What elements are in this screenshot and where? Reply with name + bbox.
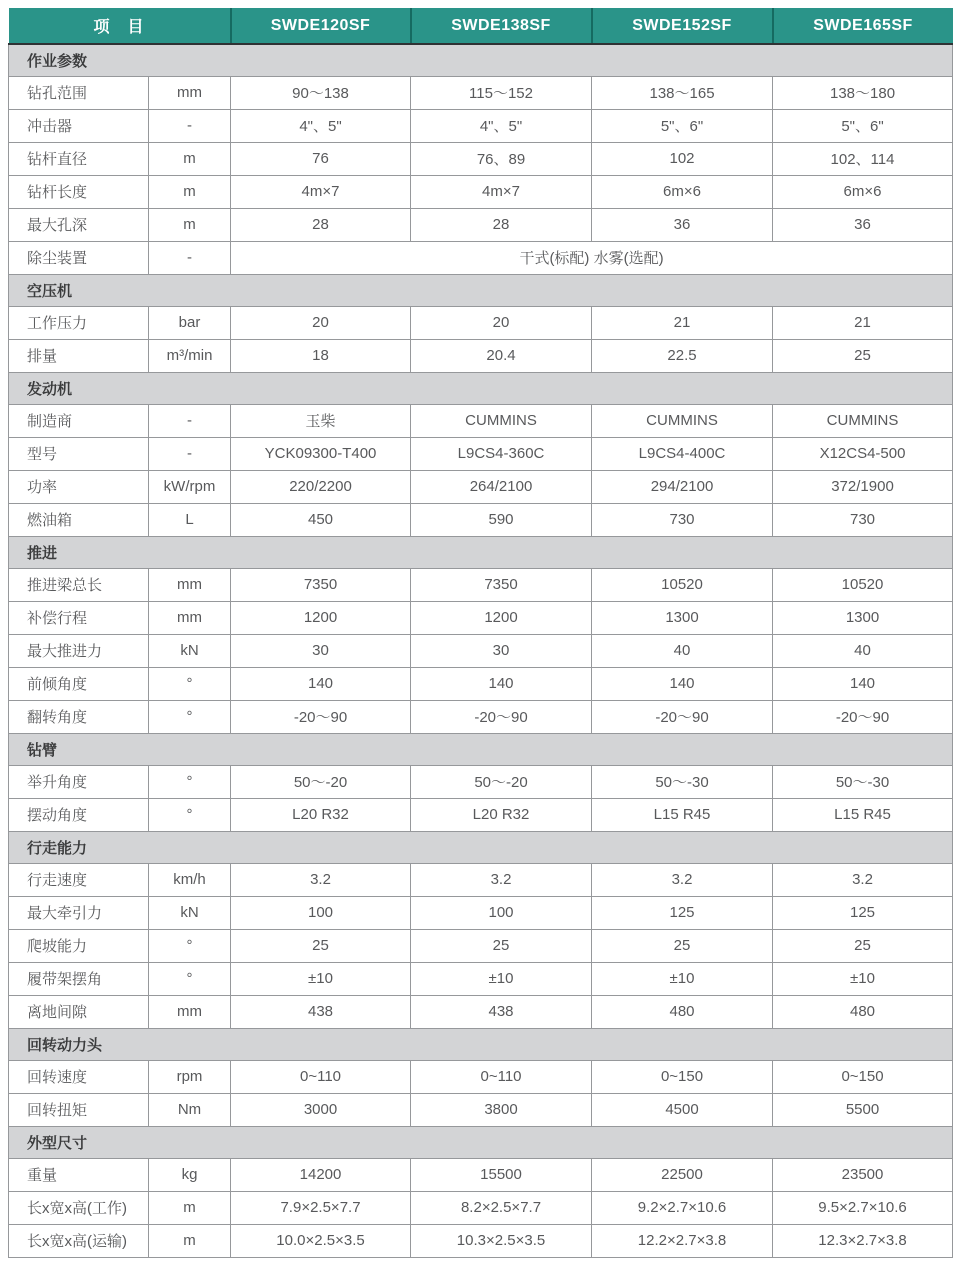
spec-value-cell: 20 [231, 306, 411, 339]
spec-value-cell: 138～180 [773, 76, 953, 109]
table-row [9, 667, 953, 700]
spec-unit-cell: kg [149, 1158, 231, 1191]
spec-value-cell: L15 R45 [773, 798, 953, 831]
section-header: 行走能力 [9, 831, 953, 863]
table-row [9, 339, 953, 372]
section-row [9, 274, 953, 306]
spec-value-cell: 4"、5" [411, 109, 592, 142]
spec-value-cell: 6m×6 [592, 175, 773, 208]
spec-value-cell: 1300 [592, 601, 773, 634]
model-column-header: SWDE120SF [231, 8, 411, 44]
spec-label-cell: 冲击器 [9, 109, 149, 142]
spec-table [8, 8, 953, 1258]
spec-value-cell: 730 [592, 503, 773, 536]
table-row [9, 1093, 953, 1126]
section-header: 钻臂 [9, 733, 953, 765]
spec-value-cell: 36 [773, 208, 953, 241]
section-header: 回转动力头 [9, 1028, 953, 1060]
spec-unit-cell: kN [149, 634, 231, 667]
table-row [9, 765, 953, 798]
spec-value-cell: 0~150 [773, 1060, 953, 1093]
spec-unit-cell: - [149, 437, 231, 470]
spec-unit-cell: m [149, 208, 231, 241]
table-row [9, 437, 953, 470]
section-row [9, 44, 953, 76]
spec-unit-cell: L [149, 503, 231, 536]
spec-label-cell: 行走速度 [9, 863, 149, 896]
spec-value-cell: 3000 [231, 1093, 411, 1126]
table-row [9, 1060, 953, 1093]
spec-value-cell: 10.0×2.5×3.5 [231, 1224, 411, 1257]
spec-value-cell: 5500 [773, 1093, 953, 1126]
spec-value-cell: 438 [231, 995, 411, 1028]
spec-label-cell: 前倾角度 [9, 667, 149, 700]
spec-label-cell: 回转速度 [9, 1060, 149, 1093]
spec-label-cell: 补偿行程 [9, 601, 149, 634]
spec-unit-cell: m³/min [149, 339, 231, 372]
spec-unit-cell: ° [149, 667, 231, 700]
spec-label-cell: 长x宽x高(运输) [9, 1224, 149, 1257]
spec-value-cell: 102、114 [773, 142, 953, 175]
section-header: 发动机 [9, 372, 953, 404]
spec-value-cell: 25 [411, 929, 592, 962]
spec-value-cell: 0~150 [592, 1060, 773, 1093]
section-header: 推进 [9, 536, 953, 568]
spec-value-cell: 28 [411, 208, 592, 241]
spec-value-cell: ±10 [773, 962, 953, 995]
spec-label-cell: 离地间隙 [9, 995, 149, 1028]
spec-label-cell: 钻孔范围 [9, 76, 149, 109]
spec-value-cell: ±10 [231, 962, 411, 995]
spec-value-cell: 294/2100 [592, 470, 773, 503]
spec-label-cell: 燃油箱 [9, 503, 149, 536]
section-row [9, 733, 953, 765]
table-row [9, 896, 953, 929]
spec-value-cell: 4m×7 [231, 175, 411, 208]
spec-value-cell: 10520 [773, 568, 953, 601]
spec-value-cell: -20～90 [231, 700, 411, 733]
spec-value-cell: 22500 [592, 1158, 773, 1191]
spec-value-cell: 125 [773, 896, 953, 929]
spec-value-cell: 730 [773, 503, 953, 536]
spec-value-cell: 40 [592, 634, 773, 667]
spec-unit-cell: mm [149, 568, 231, 601]
spec-value-cell: CUMMINS [411, 404, 592, 437]
spec-value-cell: 140 [411, 667, 592, 700]
spec-value-cell: -20～90 [773, 700, 953, 733]
table-row [9, 109, 953, 142]
spec-value-cell: 1300 [773, 601, 953, 634]
spec-value-cell: 7350 [411, 568, 592, 601]
spec-unit-cell: ° [149, 929, 231, 962]
section-header: 外型尺寸 [9, 1126, 953, 1158]
spec-value-cell: 3.2 [592, 863, 773, 896]
section-row [9, 536, 953, 568]
spec-label-cell: 最大孔深 [9, 208, 149, 241]
table-row [9, 568, 953, 601]
spec-value-cell: 480 [773, 995, 953, 1028]
spec-value-cell: 76 [231, 142, 411, 175]
table-row [9, 863, 953, 896]
spec-value-cell: L9CS4-400C [592, 437, 773, 470]
model-column-header: SWDE165SF [773, 8, 953, 44]
table-row [9, 142, 953, 175]
spec-value-cell: 25 [592, 929, 773, 962]
spec-label-cell: 爬坡能力 [9, 929, 149, 962]
spec-value-cell: 3.2 [231, 863, 411, 896]
table-row [9, 995, 953, 1028]
model-column-header: SWDE152SF [592, 8, 773, 44]
spec-value-cell: 25 [773, 929, 953, 962]
spec-value-cell: 18 [231, 339, 411, 372]
table-row [9, 929, 953, 962]
spec-value-cell: 140 [231, 667, 411, 700]
spec-value-cell: 138～165 [592, 76, 773, 109]
spec-value-cell: 28 [231, 208, 411, 241]
spec-value-cell: 12.2×2.7×3.8 [592, 1224, 773, 1257]
spec-unit-cell: ° [149, 765, 231, 798]
table-row [9, 306, 953, 339]
spec-value-cell: 10.3×2.5×3.5 [411, 1224, 592, 1257]
spec-value-cell: CUMMINS [773, 404, 953, 437]
spec-value-cell: 90～138 [231, 76, 411, 109]
table-row [9, 503, 953, 536]
spec-value-cell: 12.3×2.7×3.8 [773, 1224, 953, 1257]
spec-value-cell: 4m×7 [411, 175, 592, 208]
spec-label-cell: 重量 [9, 1158, 149, 1191]
spec-value-cell: 3.2 [411, 863, 592, 896]
spec-label-cell: 除尘装置 [9, 241, 149, 274]
spec-value-cell: 1200 [411, 601, 592, 634]
spec-unit-cell: bar [149, 306, 231, 339]
spec-value-cell: 372/1900 [773, 470, 953, 503]
spec-label-cell: 履带架摆角 [9, 962, 149, 995]
spec-value-cell: 20 [411, 306, 592, 339]
spec-label-cell: 钻杆直径 [9, 142, 149, 175]
spec-label-cell: 翻转角度 [9, 700, 149, 733]
item-column-header: 项 目 [9, 8, 231, 44]
spec-value-cell: L20 R32 [411, 798, 592, 831]
spec-value-cell: -20～90 [592, 700, 773, 733]
spec-value-cell: 9.2×2.7×10.6 [592, 1191, 773, 1224]
spec-unit-cell: ° [149, 798, 231, 831]
spec-unit-cell: ° [149, 700, 231, 733]
spec-value-cell: 438 [411, 995, 592, 1028]
spec-label-cell: 举升角度 [9, 765, 149, 798]
table-row [9, 634, 953, 667]
spec-value-cell: 21 [773, 306, 953, 339]
spec-value-cell: 140 [773, 667, 953, 700]
spec-value-cell: L9CS4-360C [411, 437, 592, 470]
spec-value-cell: 5"、6" [773, 109, 953, 142]
spec-value-cell: 25 [773, 339, 953, 372]
spec-value-cell: 23500 [773, 1158, 953, 1191]
table-row [9, 1191, 953, 1224]
spec-value-cell: 9.5×2.7×10.6 [773, 1191, 953, 1224]
table-row [9, 962, 953, 995]
spec-value-cell: 6m×6 [773, 175, 953, 208]
spec-label-cell: 回转扭矩 [9, 1093, 149, 1126]
spec-label-cell: 钻杆长度 [9, 175, 149, 208]
spec-value-cell: 100 [231, 896, 411, 929]
spec-unit-cell: Nm [149, 1093, 231, 1126]
spec-unit-cell: - [149, 109, 231, 142]
spec-value-cell: L20 R32 [231, 798, 411, 831]
table-row [9, 601, 953, 634]
table-row [9, 404, 953, 437]
spec-value-cell: 40 [773, 634, 953, 667]
spec-value-cell: 115～152 [411, 76, 592, 109]
spec-label-cell: 摆动角度 [9, 798, 149, 831]
spec-unit-cell: - [149, 404, 231, 437]
spec-value-cell: ±10 [592, 962, 773, 995]
table-row [9, 798, 953, 831]
spec-value-cell: 0~110 [231, 1060, 411, 1093]
spec-value-cell: -20～90 [411, 700, 592, 733]
spec-label-cell: 功率 [9, 470, 149, 503]
table-row [9, 208, 953, 241]
spec-value-cell: 264/2100 [411, 470, 592, 503]
spec-value-cell: 100 [411, 896, 592, 929]
spec-label-cell: 长x宽x高(工作) [9, 1191, 149, 1224]
spec-unit-cell: kW/rpm [149, 470, 231, 503]
spec-value-cell: 7.9×2.5×7.7 [231, 1191, 411, 1224]
section-row [9, 1028, 953, 1060]
spec-value-cell: L15 R45 [592, 798, 773, 831]
spec-value-cell: 36 [592, 208, 773, 241]
spec-value-cell-merged: 干式(标配) 水雾(选配) [231, 241, 953, 274]
spec-value-cell: 590 [411, 503, 592, 536]
spec-label-cell: 最大牵引力 [9, 896, 149, 929]
spec-value-cell: 7350 [231, 568, 411, 601]
spec-unit-cell: m [149, 1191, 231, 1224]
spec-value-cell: 30 [231, 634, 411, 667]
spec-value-cell: 4500 [592, 1093, 773, 1126]
table-header-row [9, 8, 953, 44]
spec-value-cell: 50～-30 [592, 765, 773, 798]
spec-value-cell: ±10 [411, 962, 592, 995]
spec-value-cell: 140 [592, 667, 773, 700]
spec-label-cell: 排量 [9, 339, 149, 372]
spec-value-cell: 25 [231, 929, 411, 962]
spec-value-cell: YCK09300-T400 [231, 437, 411, 470]
spec-unit-cell: mm [149, 995, 231, 1028]
spec-value-cell: 480 [592, 995, 773, 1028]
spec-unit-cell: ° [149, 962, 231, 995]
spec-label-cell: 推进梁总长 [9, 568, 149, 601]
table-row [9, 1224, 953, 1257]
spec-value-cell: 50～-20 [411, 765, 592, 798]
spec-unit-cell: rpm [149, 1060, 231, 1093]
spec-value-cell: 3800 [411, 1093, 592, 1126]
table-row [9, 76, 953, 109]
spec-value-cell: 5"、6" [592, 109, 773, 142]
spec-value-cell: 15500 [411, 1158, 592, 1191]
table-row [9, 470, 953, 503]
spec-label-cell: 最大推进力 [9, 634, 149, 667]
section-row [9, 1126, 953, 1158]
spec-value-cell: 1200 [231, 601, 411, 634]
spec-label-cell: 工作压力 [9, 306, 149, 339]
spec-unit-cell: km/h [149, 863, 231, 896]
section-header: 作业参数 [9, 44, 953, 76]
spec-value-cell: 50～-20 [231, 765, 411, 798]
spec-value-cell: 0~110 [411, 1060, 592, 1093]
table-row [9, 700, 953, 733]
spec-value-cell: 450 [231, 503, 411, 536]
spec-label-cell: 型号 [9, 437, 149, 470]
section-header: 空压机 [9, 274, 953, 306]
spec-value-cell: X12CS4-500 [773, 437, 953, 470]
spec-value-cell: 8.2×2.5×7.7 [411, 1191, 592, 1224]
spec-unit-cell: m [149, 175, 231, 208]
spec-value-cell: 21 [592, 306, 773, 339]
spec-label-cell: 制造商 [9, 404, 149, 437]
model-column-header: SWDE138SF [411, 8, 592, 44]
table-row [9, 241, 953, 274]
spec-value-cell: 30 [411, 634, 592, 667]
spec-value-cell: 4"、5" [231, 109, 411, 142]
spec-value-cell: CUMMINS [592, 404, 773, 437]
spec-value-cell: 125 [592, 896, 773, 929]
spec-value-cell: 14200 [231, 1158, 411, 1191]
table-row [9, 175, 953, 208]
spec-unit-cell: mm [149, 76, 231, 109]
spec-unit-cell: kN [149, 896, 231, 929]
spec-value-cell: 22.5 [592, 339, 773, 372]
spec-value-cell: 玉柴 [231, 404, 411, 437]
spec-unit-cell: m [149, 1224, 231, 1257]
table-row [9, 1158, 953, 1191]
spec-value-cell: 3.2 [773, 863, 953, 896]
section-row [9, 372, 953, 404]
section-row [9, 831, 953, 863]
spec-unit-cell: mm [149, 601, 231, 634]
spec-value-cell: 10520 [592, 568, 773, 601]
spec-value-cell: 220/2200 [231, 470, 411, 503]
spec-value-cell: 50～-30 [773, 765, 953, 798]
spec-unit-cell: - [149, 241, 231, 274]
spec-value-cell: 20.4 [411, 339, 592, 372]
spec-unit-cell: m [149, 142, 231, 175]
spec-value-cell: 102 [592, 142, 773, 175]
spec-value-cell: 76、89 [411, 142, 592, 175]
